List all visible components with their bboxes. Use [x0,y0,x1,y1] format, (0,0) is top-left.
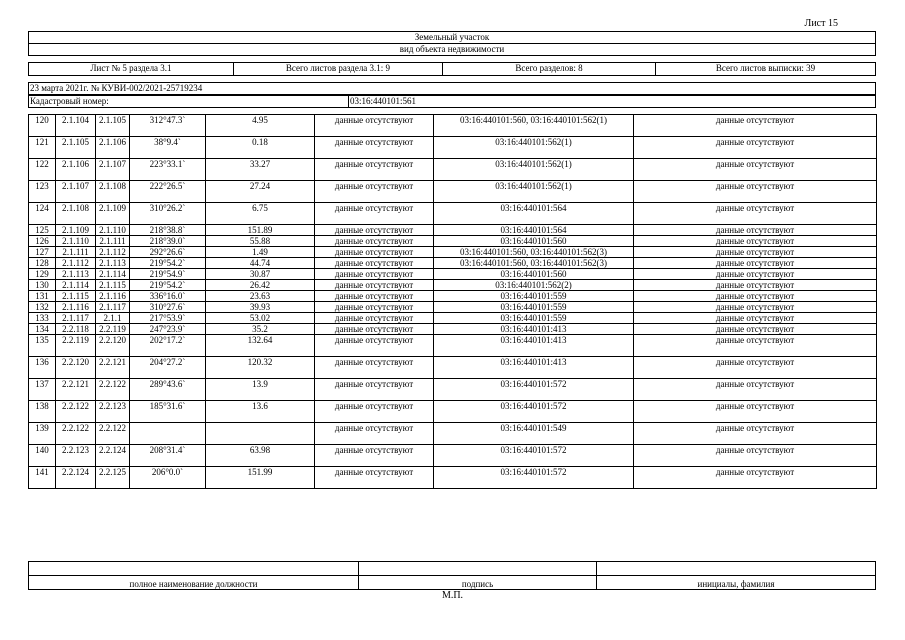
row-number: 131 [29,291,56,302]
row-number: 124 [29,203,56,225]
table-row [29,280,877,291]
length: 63.98 [206,445,315,467]
adjacent-parcels: 03:16:440101:560, 03:16:440101:562(3) [434,258,634,269]
point-from: 2.2.120 [56,357,96,379]
cadastral-number [28,95,876,108]
adjacent-parcels: 03:16:440101:559 [434,302,634,313]
cadastral-label: Кадастровый номер: [29,96,349,108]
table-row [29,225,877,236]
row-number: 137 [29,379,56,401]
row-number: 123 [29,181,56,203]
boundary-table [28,114,877,489]
adjacent-parcels: 03:16:440101:562(2) [434,280,634,291]
table-row [29,357,877,379]
point-from: 2.1.105 [56,137,96,159]
direction-angle: 208°31.4` [130,445,206,467]
point-to: 2.2.124 [96,445,130,467]
point-from: 2.2.118 [56,324,96,335]
boundary-description: данные отсутствуют [315,181,434,203]
row-number: 136 [29,357,56,379]
signature-label: подпись [359,576,597,590]
direction-angle: 222°26.5` [130,181,206,203]
adjacent-parcels: 03:16:440101:549 [434,423,634,445]
boundary-description: данные отсутствуют [315,445,434,467]
table-row [29,379,877,401]
direction-angle: 185°31.6` [130,401,206,423]
direction-angle: 310°27.6` [130,302,206,313]
total-sheets: Всего листов выписки: 39 [656,63,876,76]
boundary-description: данные отсутствуют [315,203,434,225]
point-from: 2.1.115 [56,291,96,302]
total-sections: Всего разделов: 8 [443,63,656,76]
table-row [29,181,877,203]
adjacent-parcels: 03:16:440101:562(1) [434,137,634,159]
point-to: 2.1.1 [96,313,130,324]
table-row [29,115,877,137]
note: данные отсутствуют [634,423,877,445]
length: 132.64 [206,335,315,357]
point-to: 2.1.105 [96,115,130,137]
date-line: 23 марта 2021г. № КУВИ-002/2021-25719234 [29,83,876,95]
table-row [29,401,877,423]
point-from: 2.1.117 [56,313,96,324]
length: 30.87 [206,269,315,280]
point-from: 2.1.113 [56,269,96,280]
note: данные отсутствуют [634,379,877,401]
note: данные отсутствуют [634,280,877,291]
point-from: 2.2.121 [56,379,96,401]
boundary-description: данные отсутствуют [315,225,434,236]
row-number: 127 [29,247,56,258]
length: 39.93 [206,302,315,313]
cadastral-value: 03:16:440101:561 [349,96,876,108]
boundary-description: данные отсутствуют [315,269,434,280]
point-from: 2.2.119 [56,335,96,357]
length: 13.9 [206,379,315,401]
row-number: 139 [29,423,56,445]
adjacent-parcels: 03:16:440101:560 [434,269,634,280]
row-number: 138 [29,401,56,423]
row-number: 133 [29,313,56,324]
point-from: 2.1.112 [56,258,96,269]
table-row [29,423,877,445]
table-row [29,258,877,269]
section-info [28,62,876,76]
note: данные отсутствуют [634,225,877,236]
table-row [29,137,877,159]
boundary-description: данные отсутствуют [315,313,434,324]
adjacent-parcels: 03:16:440101:562(1) [434,181,634,203]
direction-angle [130,423,206,445]
adjacent-parcels: 03:16:440101:559 [434,313,634,324]
row-number: 126 [29,236,56,247]
object-type: вид объекта недвижимости [29,44,876,56]
point-to: 2.1.108 [96,181,130,203]
point-from: 2.1.114 [56,280,96,291]
boundary-description: данные отсутствуют [315,302,434,313]
row-number: 128 [29,258,56,269]
note: данные отсутствуют [634,159,877,181]
boundary-description: данные отсутствуют [315,258,434,269]
point-to: 2.1.106 [96,137,130,159]
length: 1.49 [206,247,315,258]
signature-block [28,561,876,590]
table-row [29,247,877,258]
boundary-description: данные отсутствуют [315,379,434,401]
boundary-description: данные отсутствуют [315,423,434,445]
note: данные отсутствуют [634,258,877,269]
direction-angle: 218°38.8` [130,225,206,236]
table-row [29,269,877,280]
point-from: 2.1.106 [56,159,96,181]
note: данные отсутствуют [634,335,877,357]
point-from: 2.2.123 [56,445,96,467]
direction-angle: 204°27.2` [130,357,206,379]
direction-angle: 38°9.4` [130,137,206,159]
point-from: 2.1.111 [56,247,96,258]
note: данные отсутствуют [634,247,877,258]
note: данные отсутствуют [634,313,877,324]
note: данные отсутствуют [634,137,877,159]
direction-angle: 336°16.0` [130,291,206,302]
length: 44.74 [206,258,315,269]
direction-angle: 219°54.9` [130,269,206,280]
length: 53.02 [206,313,315,324]
direction-angle: 289°43.6` [130,379,206,401]
adjacent-parcels: 03:16:440101:559 [434,291,634,302]
row-number: 129 [29,269,56,280]
sheet-number: Лист 15 [804,18,838,29]
adjacent-parcels: 03:16:440101:562(1) [434,159,634,181]
adjacent-parcels: 03:16:440101:564 [434,203,634,225]
point-to: 2.1.107 [96,159,130,181]
adjacent-parcels: 03:16:440101:413 [434,324,634,335]
length [206,423,315,445]
adjacent-parcels: 03:16:440101:560, 03:16:440101:562(3) [434,247,634,258]
point-to: 2.1.117 [96,302,130,313]
direction-angle: 312°47.3` [130,115,206,137]
table-row [29,236,877,247]
table-row [29,302,877,313]
note: данные отсутствуют [634,401,877,423]
length: 33.27 [206,159,315,181]
note: данные отсутствуют [634,269,877,280]
sheet-of-section: Лист № 5 раздела 3.1 [29,63,234,76]
table-row [29,445,877,467]
row-number: 135 [29,335,56,357]
row-number: 121 [29,137,56,159]
point-from: 2.1.104 [56,115,96,137]
boundary-description: данные отсутствуют [315,357,434,379]
adjacent-parcels: 03:16:440101:564 [434,225,634,236]
total-section-sheets: Всего листов раздела 3.1: 9 [234,63,443,76]
boundary-description: данные отсутствуют [315,335,434,357]
table-row [29,203,877,225]
point-to: 2.2.121 [96,357,130,379]
point-to: 2.2.122 [96,379,130,401]
boundary-description: данные отсутствуют [315,467,434,489]
signature-cell [359,562,597,576]
table-row [29,467,877,489]
adjacent-parcels: 03:16:440101:413 [434,335,634,357]
point-to: 2.2.125 [96,467,130,489]
row-number: 122 [29,159,56,181]
length: 151.89 [206,225,315,236]
direction-angle: 206°0.0` [130,467,206,489]
boundary-description: данные отсутствуют [315,280,434,291]
length: 55.88 [206,236,315,247]
length: 27.24 [206,181,315,203]
position-label: полное наименование должности [29,576,359,590]
table-row [29,335,877,357]
extract-date [28,82,876,95]
adjacent-parcels: 03:16:440101:560, 03:16:440101:562(1) [434,115,634,137]
direction-angle: 219°54.2` [130,280,206,291]
point-from: 2.2.124 [56,467,96,489]
object-header [28,31,876,56]
point-from: 2.2.122 [56,401,96,423]
note: данные отсутствуют [634,357,877,379]
length: 4.95 [206,115,315,137]
direction-angle: 223°33.1` [130,159,206,181]
note: данные отсутствуют [634,203,877,225]
row-number: 132 [29,302,56,313]
point-to: 2.1.114 [96,269,130,280]
adjacent-parcels: 03:16:440101:572 [434,445,634,467]
direction-angle: 218°39.0` [130,236,206,247]
stamp-place: М.П. [441,590,464,601]
point-to: 2.1.109 [96,203,130,225]
point-to: 2.1.110 [96,225,130,236]
point-from: 2.1.109 [56,225,96,236]
direction-angle: 292°26.6` [130,247,206,258]
length: 26.42 [206,280,315,291]
boundary-description: данные отсутствуют [315,324,434,335]
direction-angle: 247°23.9` [130,324,206,335]
length: 0.18 [206,137,315,159]
length: 23.63 [206,291,315,302]
point-from: 2.2.122 [56,423,96,445]
adjacent-parcels: 03:16:440101:572 [434,379,634,401]
adjacent-parcels: 03:16:440101:413 [434,357,634,379]
point-from: 2.1.108 [56,203,96,225]
boundary-description: данные отсутствуют [315,247,434,258]
object-name: Земельный участок [29,32,876,44]
point-to: 2.1.115 [96,280,130,291]
length: 6.75 [206,203,315,225]
length: 13.6 [206,401,315,423]
direction-angle: 202°17.2` [130,335,206,357]
boundary-description: данные отсутствуют [315,401,434,423]
point-to: 2.2.123 [96,401,130,423]
table-row [29,313,877,324]
table-row [29,291,877,302]
row-number: 130 [29,280,56,291]
boundary-description: данные отсутствуют [315,236,434,247]
adjacent-parcels: 03:16:440101:572 [434,401,634,423]
boundary-description: данные отсутствуют [315,115,434,137]
row-number: 125 [29,225,56,236]
boundary-description: данные отсутствуют [315,291,434,302]
note: данные отсутствуют [634,467,877,489]
point-from: 2.1.116 [56,302,96,313]
point-from: 2.1.110 [56,236,96,247]
note: данные отсутствуют [634,115,877,137]
row-number: 140 [29,445,56,467]
length: 35.2 [206,324,315,335]
row-number: 134 [29,324,56,335]
table-row [29,159,877,181]
point-to: 2.1.112 [96,247,130,258]
length: 120.32 [206,357,315,379]
table-row [29,324,877,335]
point-to: 2.2.119 [96,324,130,335]
point-to: 2.2.122 [96,423,130,445]
name-label: инициалы, фамилия [597,576,876,590]
boundary-description: данные отсутствуют [315,159,434,181]
adjacent-parcels: 03:16:440101:560 [434,236,634,247]
point-to: 2.1.113 [96,258,130,269]
adjacent-parcels: 03:16:440101:572 [434,467,634,489]
note: данные отсутствуют [634,324,877,335]
direction-angle: 219°54.2` [130,258,206,269]
note: данные отсутствуют [634,181,877,203]
boundary-description: данные отсутствуют [315,137,434,159]
name-cell [597,562,876,576]
point-to: 2.1.111 [96,236,130,247]
point-to: 2.1.116 [96,291,130,302]
note: данные отсутствуют [634,445,877,467]
row-number: 120 [29,115,56,137]
length: 151.99 [206,467,315,489]
position-cell [29,562,359,576]
point-to: 2.2.120 [96,335,130,357]
note: данные отсутствуют [634,302,877,313]
direction-angle: 217°53.9` [130,313,206,324]
note: данные отсутствуют [634,236,877,247]
direction-angle: 310°26.2` [130,203,206,225]
point-from: 2.1.107 [56,181,96,203]
row-number: 141 [29,467,56,489]
note: данные отсутствуют [634,291,877,302]
